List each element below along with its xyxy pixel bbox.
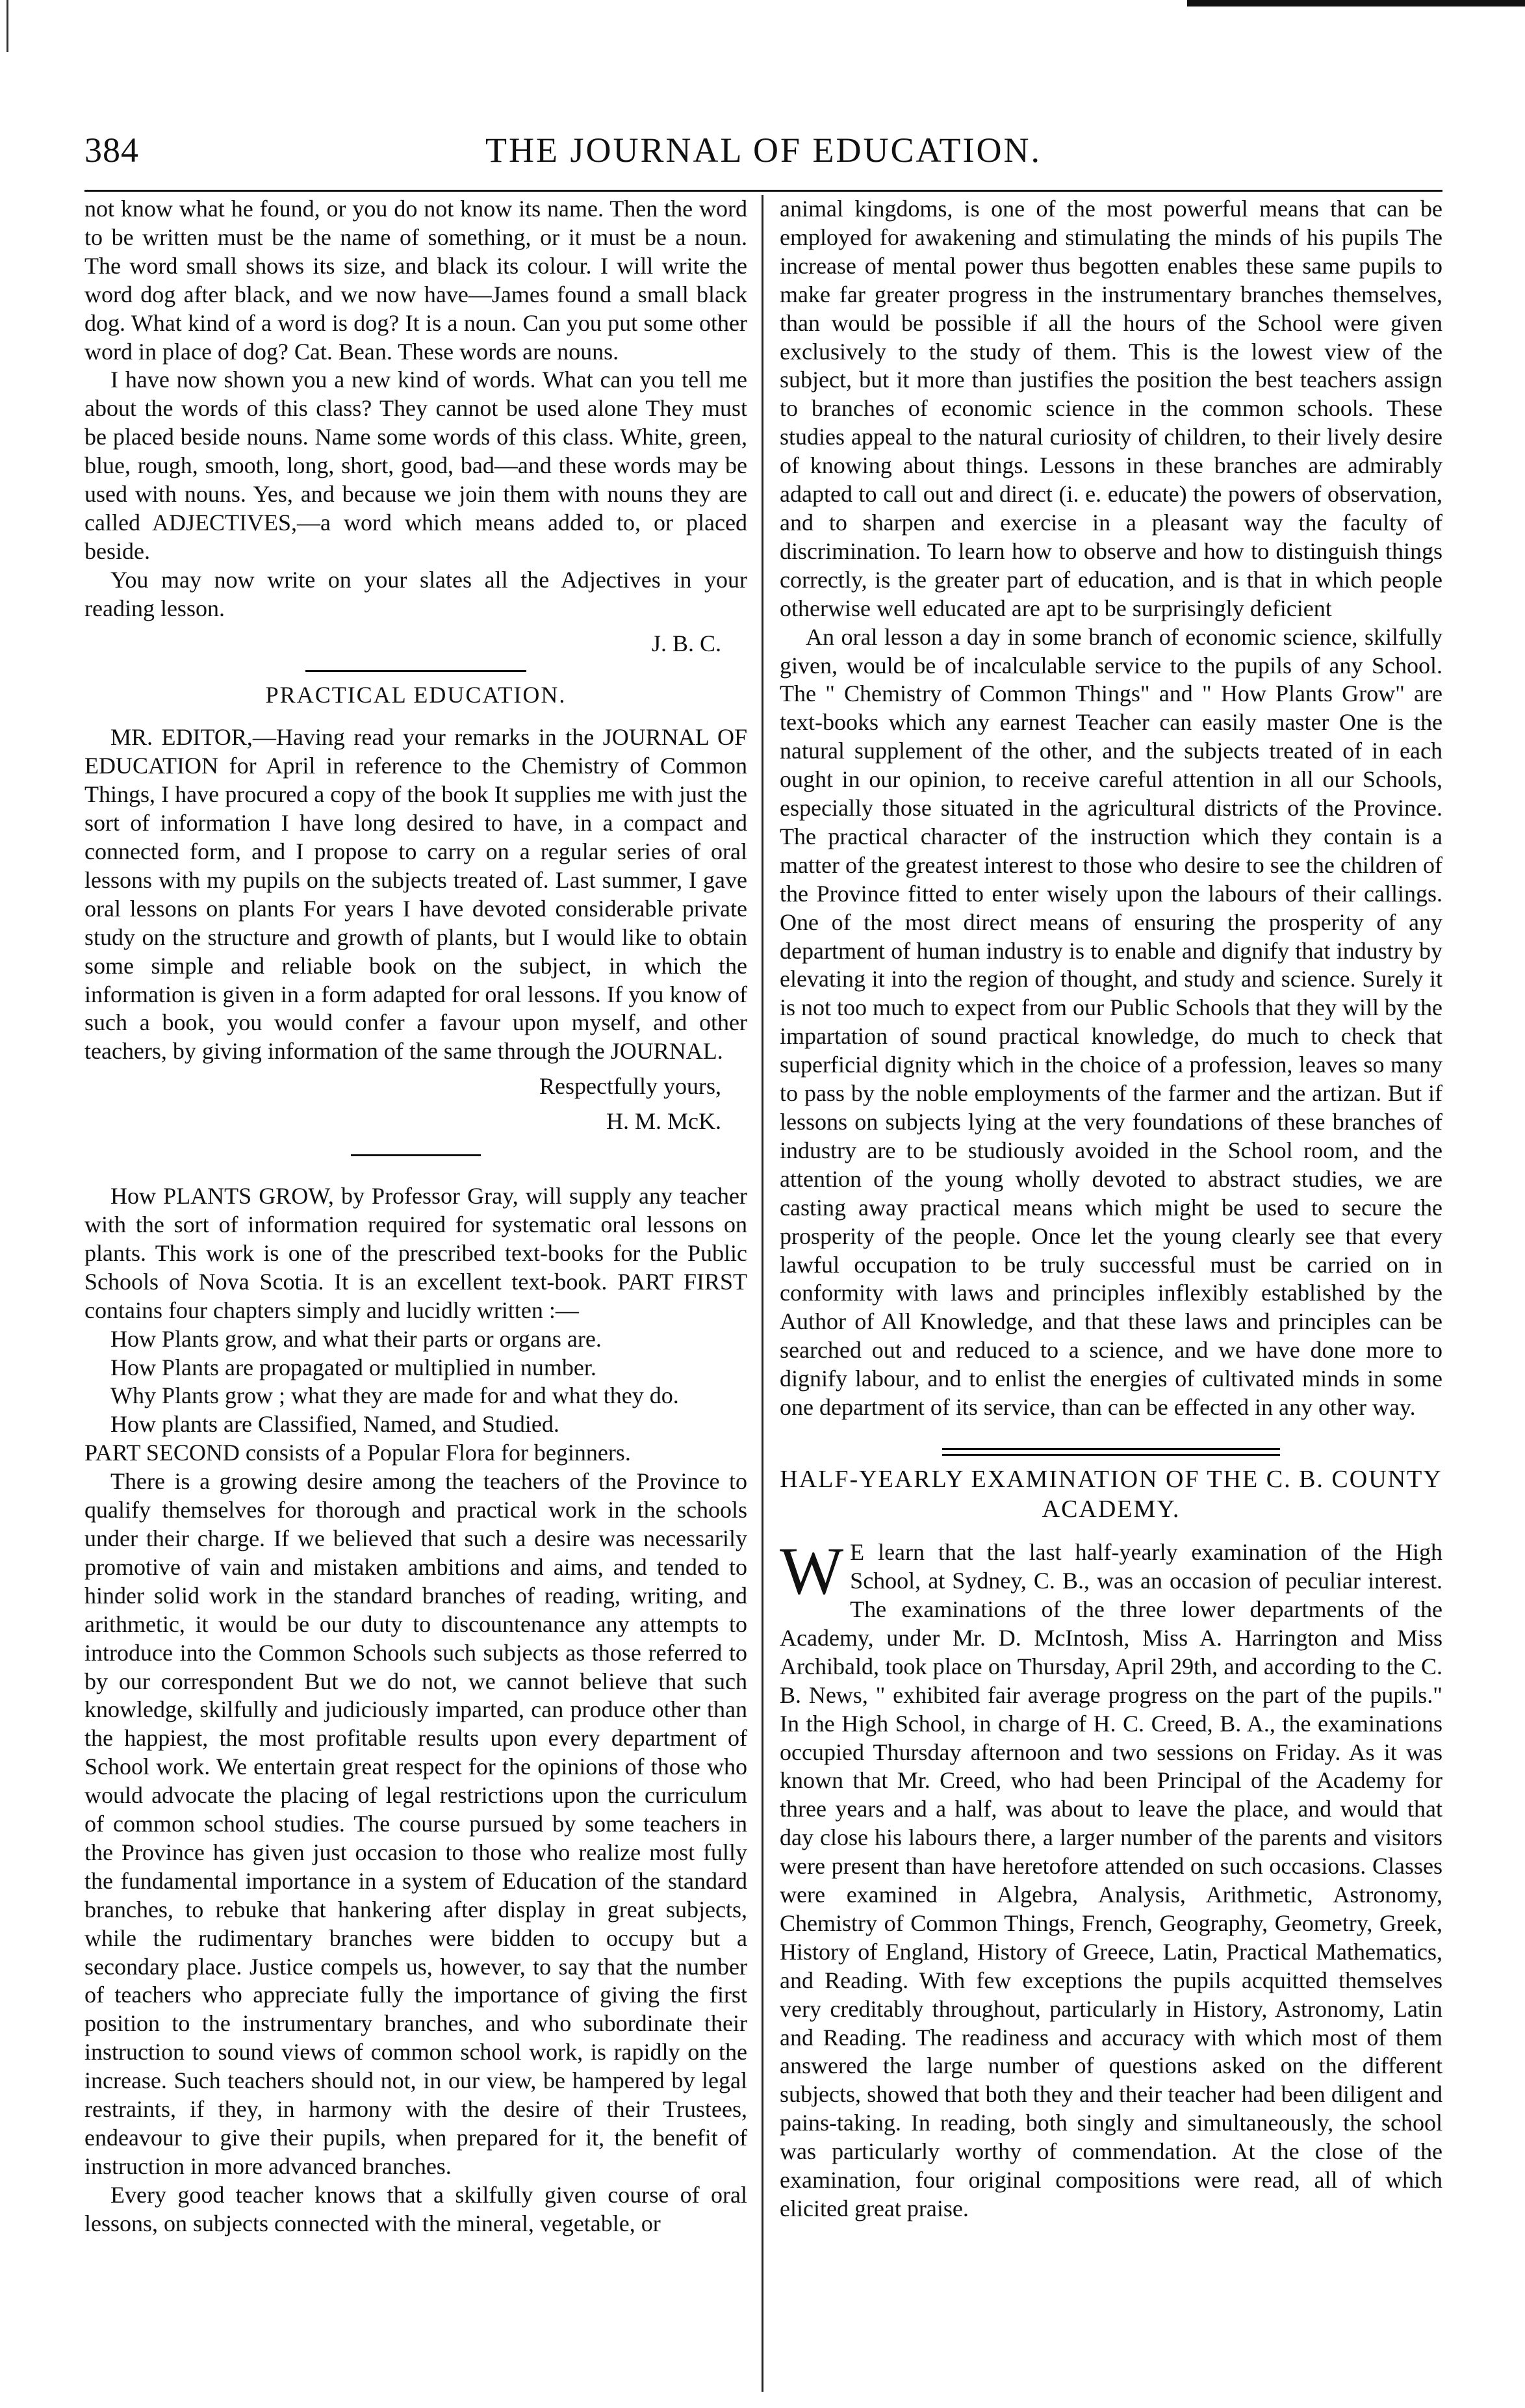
section-heading-practical-education: PRACTICAL EDUCATION. [265, 681, 567, 708]
paragraph: How PLANTS GROW, by Professor Gray, will supply any teacher with the sort of information required for systematic oral lessons on plants. This work is one of the prescribed text-books for the Public Schools of Nova Scotia. It is an excellent text-book. PART FIRST contains four chapters simply and lucidly written :— [84, 1183, 747, 1323]
list-item: How Plants grow, and what their parts or organs are. [110, 1325, 602, 1352]
paragraph: I have now shown you a new kind of words. What can you tell me about the words of this class? They cannot be used alone They must be placed beside nouns. Name some words of this class. White, green, blue, rough, smooth, long, short, good, bad—and these words may be used with nouns. Yes, and because we join them with nouns they are called ADJECTIVES,—a word which means added to, or placed beside. [84, 367, 747, 564]
paragraph: Every good teacher knows that a skilfully given course of oral lessons, on subjects connected with the mineral, vegetable, or [84, 2181, 747, 2236]
header-rule [84, 190, 1442, 192]
letter-paragraph: MR. EDITOR,—Having read your remarks in the JOURNAL OF EDUCATION for April in reference to the Chemistry of Common Things, I have procured a copy of the book It supplies me with just the sort of information I have long desired to have, in a compact and connected form, and I propose to carry on a regular series of oral lessons with my pupils on the subjects treated of. Last summer, I gave oral lessons on plants For years I have devoted considerable private study on the structure and growth of plants, but I would like to obtain some simple and reliable book on the subject, in which the information is given in a form adapted for oral lessons. If you know of such a book, you would confer a favour upon myself, and other teachers, by giving information of the same through the JOURNAL. [84, 724, 747, 1065]
separator-rule [351, 1154, 481, 1156]
paragraph: An oral lesson a day in some branch of economic science, skilfully given, would be of incalculable service to the pupils of any School. The " Chemistry of Common Things" and " How Plants Grow" are text-books which any earnest Teacher can easily master One is the natural supplement of the other, and the subjects treated of in each ought in our opinion, to receive careful attention in all our Schools, especially those situated in the agricultural districts of the Province. The practical character of the instruction which they contain is a matter of the greatest interest to those who desire to see the children of the Province fitted to enter wisely upon the labours of their callings. One of the most direct means of ensuring the prosperity of any department of human industry is to enable and dignify that industry by elevating it into the region of thought, and study and science. Surely it is not too much to expect from our Public Schools that they will by the impartation of sound practical knowledge, do much to check that superficial dignity which in the choice of a profession, leaves so many to pass by the noble employments of the farmer and the artizan. But if lessons on subjects lying at the very foundations of these branches of industry are to be studiously avoided in the School room, and the attention of the young wholly devoted to abstract studies, we are casting away practical means which might be used to secure the prosperity of the people. Once let the young clearly see that every lawful occupation to be truly successful must be carried on in conformity with laws and principles inflexibly established by the Author of All Knowledge, and that these laws and principles can be searched out and reduced to a science, and we have done more to dignify labour, and to enlist the energies of cultivated minds in some one department of its service, than can be effected in any other way. [780, 623, 1442, 1421]
paragraph: There is a growing desire among the teachers of the Province to qualify themselves for thorough and practical work in the schools under their charge. If we believed that such a desire was necessarily promotive of vain and mistaken ambitions and aims, and tended to hinder solid work in the standard branches of reading, writing, and arithmetic, it would be our duty to discountenance any attempts to introduce into the Common Schools such subjects as those referred to by our correspondent But we do not, we cannot believe that such knowledge, skilfully and judiciously imparted, can produce other than the happiest, the most profitable results upon every department of School work. We entertain great respect for the opinions of those who would advocate the placing of legal restrictions upon the curriculum of common school studies. The course pursued by some teachers in the Province has given just occasion to those who realize most fully the fundamental importance in a system of Education of the standard branches, to rebuke that hankering after display in great subjects, while the rudimentary branches were bidden to occupy but a secondary place. Justice compels us, however, to say that the number of teachers who appreciate fully the importance of giving the first position to the instrumentary branches, and who subordinate their instruction to sound views of common school work, is rapidly on the increase. Such teachers should not, in our view, be hampered by legal restraints, if they, in harmony with the desire of their Trustees, endeavour to give their pupils, when prepared for it, the benefit of instruction in more advanced branches. [84, 1468, 747, 2179]
left-edge-mark [6, 0, 8, 52]
list-item: Why Plants grow ; what they are made for and what they do. [110, 1382, 679, 1409]
list-item: How Plants are propagated or multiplied in number. [110, 1354, 596, 1380]
paragraph: animal kingdoms, is one of the most powerful means that can be employed for awakening and stimulating the minds of his pupils The increase of mental power thus begotten enables these same pupils to make far greater progress in the instrumentary branches themselves, than would be possible if all the hours of the School were given exclusively to the study of them. This is the lowest view of the subject, but it more than justifies the position the best teachers assign to branches of economic science in the common schools. These studies appeal to the natural curiosity of children, to their lively desire of knowing about things. Lessons in these branches are admirably adapted to call out and direct (i. e. educate) the powers of observation, and to sharpen and exercise in a pleasant way the faculty of discrimination. To learn how to observe and how to distinguish things correctly, is the greater part of education, and is that in which people otherwise well educated are apt to be surprisingly deficient [780, 196, 1442, 621]
column-divider [762, 195, 763, 2392]
running-title: THE JOURNAL OF EDUCATION. [485, 131, 1042, 170]
signature-hmmck: H. M. McK. [606, 1108, 721, 1135]
paragraph: PART SECOND consists of a Popular Flora for beginners. [84, 1440, 631, 1466]
page-header [84, 130, 1442, 195]
letter-closing: Respectfully yours, [539, 1073, 721, 1100]
list-item: How plants are Classified, Named, and Studied. [110, 1411, 559, 1438]
paragraph: You may now write on your slates all the Adjectives in your reading lesson. [84, 566, 747, 621]
paragraph: not know what he found, or you do not know its name. Then the word to be written must be the name of something, or it must be a noun. The word small shows its size, and black its colour. I will write the word dog after black, and we now have—James found a small black dog. What kind of a word is dog? It is a noun. Can you put some other word in place of dog? Cat. Bean. These words are nouns. [84, 196, 747, 365]
right-column [780, 195, 1442, 2392]
signature-jbc: J. B. C. [651, 630, 721, 656]
top-edge-rule [1187, 0, 1525, 6]
paragraph-text: E learn that the last half-yearly examination of the High School, at Sydney, C. B., was an occasion of peculiar interest. The examinations of the three lower departments of the Academy, under Mr. D. McIntosh, Miss A. Harrington and Miss Archibald, took place on Thursday, April 29th, and according to the C. B. News, " exhibited fair average progress on the part of the pupils." In the High School, in charge of H. C. Creed, B. A., the examinations occupied Thursday afternoon and two sessions on Friday. As it was known that Mr. Creed, who had been Principal of the Academy for three years and a half, was about to leave the place, and would that day close his labours there, a larger number of the parents and visitors were present than have heretofore attended on such occasions. Classes were examined in Algebra, Analysis, Arithmetic, Astronomy, Chemistry of Common Things, French, Geography, Geometry, Greek, History of England, History of Greece, Latin, Practical Mathematics, and Reading. With few exceptions the pupils acquitted themselves very creditably throughout, particularly in History, Astronomy, Latin and Reading. The readiness and accuracy with which most of them answered the large number of questions asked on the different subjects, showed that both they and their teacher had been diligent and pains-taking. In reading, both singly and simultaneously, the school was particularly worthy of commendation. At the close of the examination, four original compositions were read, all of which elicited great praise. [780, 1539, 1442, 2221]
left-column [84, 195, 747, 2392]
section-rule [305, 670, 526, 672]
paragraph [780, 1534, 1442, 2223]
section-heading-examination: HALF-YEARLY EXAMINATION OF THE C. B. COUNTY ACADEMY. [780, 1465, 1442, 1523]
drop-cap: W [780, 1534, 844, 1609]
page-number: 384 [84, 131, 139, 170]
section-double-rule [942, 1448, 1280, 1456]
